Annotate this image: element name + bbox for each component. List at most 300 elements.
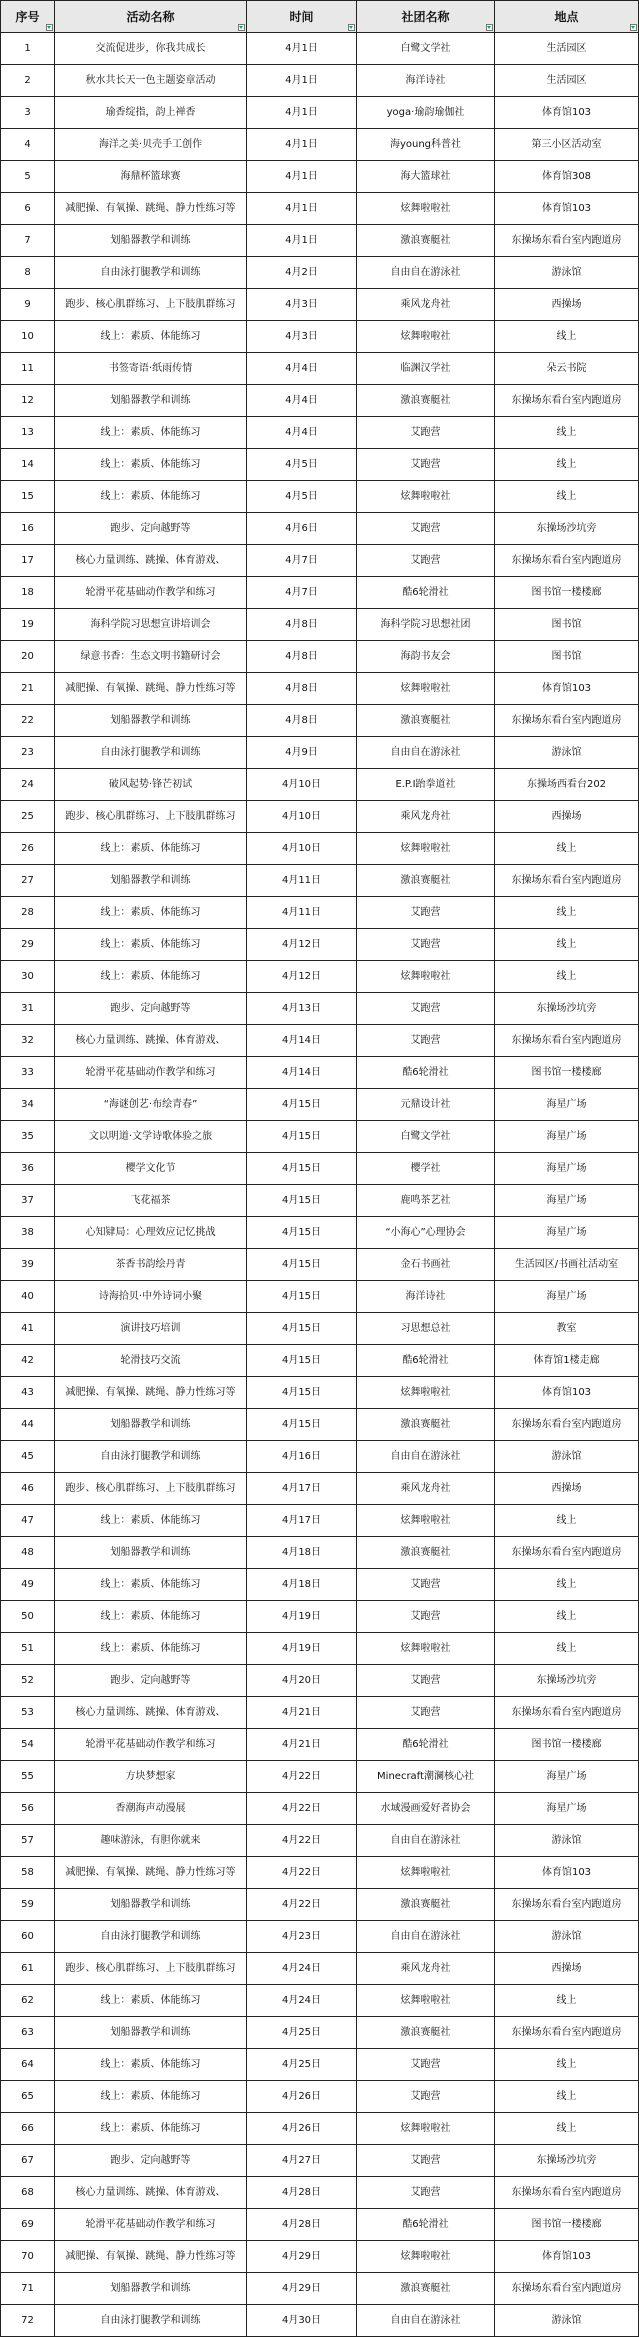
cell-club[interactable]: Minecraft潮澜核心社: [357, 1761, 495, 1793]
cell-index[interactable]: 70: [1, 2241, 55, 2273]
cell-location[interactable]: 游泳馆: [495, 1921, 639, 1953]
cell-time[interactable]: 4月15日: [247, 1249, 357, 1281]
cell-location[interactable]: 图书馆: [495, 609, 639, 641]
cell-index[interactable]: 39: [1, 1249, 55, 1281]
column-header-index[interactable]: [1, 1, 55, 33]
cell-time[interactable]: 4月19日: [247, 1601, 357, 1633]
cell-time[interactable]: 4月15日: [247, 1121, 357, 1153]
cell-time[interactable]: 4月1日: [247, 161, 357, 193]
cell-location[interactable]: 东操场东看台室内跑道房: [495, 1409, 639, 1441]
cell-index[interactable]: 54: [1, 1729, 55, 1761]
cell-index[interactable]: 13: [1, 417, 55, 449]
cell-club[interactable]: 激浪赛艇社: [357, 1889, 495, 1921]
cell-time[interactable]: 4月4日: [247, 385, 357, 417]
cell-activity[interactable]: 线上：素质、体能练习: [55, 961, 247, 993]
cell-club[interactable]: 乘风龙舟社: [357, 289, 495, 321]
cell-time[interactable]: 4月21日: [247, 1697, 357, 1729]
cell-location[interactable]: 东操场东看台室内跑道房: [495, 2177, 639, 2209]
cell-activity[interactable]: 核心力量训练、跳操、体育游戏、: [55, 1025, 247, 1057]
cell-club[interactable]: 乘风龙舟社: [357, 801, 495, 833]
cell-index[interactable]: 55: [1, 1761, 55, 1793]
cell-club[interactable]: 激浪赛艇社: [357, 2273, 495, 2305]
cell-index[interactable]: 20: [1, 641, 55, 673]
cell-index[interactable]: 8: [1, 257, 55, 289]
cell-time[interactable]: 4月25日: [247, 2017, 357, 2049]
cell-index[interactable]: 46: [1, 1473, 55, 1505]
cell-index[interactable]: 9: [1, 289, 55, 321]
cell-index[interactable]: 47: [1, 1505, 55, 1537]
cell-activity[interactable]: 跑步、定向越野等: [55, 1665, 247, 1697]
cell-activity[interactable]: 自由泳打腿教学和训练: [55, 1921, 247, 1953]
cell-activity[interactable]: 跑步、定向越野等: [55, 993, 247, 1025]
cell-time[interactable]: 4月9日: [247, 737, 357, 769]
cell-club[interactable]: 自由自在游泳社: [357, 2305, 495, 2337]
cell-club[interactable]: 酷6轮滑社: [357, 1729, 495, 1761]
cell-time[interactable]: 4月8日: [247, 705, 357, 737]
cell-activity[interactable]: 方块梦想家: [55, 1761, 247, 1793]
cell-location[interactable]: 东操场东看台室内跑道房: [495, 1697, 639, 1729]
cell-club[interactable]: 自由自在游泳社: [357, 1921, 495, 1953]
cell-club[interactable]: 鹿鸣茶艺社: [357, 1185, 495, 1217]
cell-index[interactable]: 3: [1, 97, 55, 129]
cell-time[interactable]: 4月10日: [247, 801, 357, 833]
filter-dropdown-icon[interactable]: [348, 24, 355, 31]
cell-index[interactable]: 65: [1, 2081, 55, 2113]
cell-club[interactable]: 炫舞啦啦社: [357, 1505, 495, 1537]
cell-time[interactable]: 4月15日: [247, 1153, 357, 1185]
cell-activity[interactable]: 线上：素质、体能练习: [55, 1505, 247, 1537]
cell-index[interactable]: 68: [1, 2177, 55, 2209]
cell-club[interactable]: 激浪赛艇社: [357, 2017, 495, 2049]
cell-location[interactable]: 东操场东看台室内跑道房: [495, 865, 639, 897]
cell-index[interactable]: 67: [1, 2145, 55, 2177]
cell-location[interactable]: 体育馆103: [495, 1377, 639, 1409]
cell-location[interactable]: 线上: [495, 481, 639, 513]
cell-time[interactable]: 4月1日: [247, 97, 357, 129]
cell-activity[interactable]: 核心力量训练、跳操、体育游戏、: [55, 1697, 247, 1729]
cell-club[interactable]: 樱学社: [357, 1153, 495, 1185]
cell-time[interactable]: 4月21日: [247, 1729, 357, 1761]
cell-location[interactable]: 体育馆103: [495, 97, 639, 129]
cell-activity[interactable]: 轮滑平花基础动作教学和练习: [55, 1057, 247, 1089]
cell-index[interactable]: 35: [1, 1121, 55, 1153]
cell-index[interactable]: 11: [1, 353, 55, 385]
cell-location[interactable]: 东操场东看台室内跑道房: [495, 2273, 639, 2305]
cell-club[interactable]: 炫舞啦啦社: [357, 1377, 495, 1409]
cell-activity[interactable]: 自由泳打腿教学和训练: [55, 257, 247, 289]
cell-club[interactable]: 炫舞啦啦社: [357, 833, 495, 865]
cell-location[interactable]: 线上: [495, 961, 639, 993]
cell-time[interactable]: 4月22日: [247, 1793, 357, 1825]
cell-activity[interactable]: 线上：素质、体能练习: [55, 2049, 247, 2081]
cell-index[interactable]: 10: [1, 321, 55, 353]
cell-club[interactable]: 艾跑营: [357, 449, 495, 481]
cell-index[interactable]: 37: [1, 1185, 55, 1217]
cell-activity[interactable]: 自由泳打腿教学和训练: [55, 1441, 247, 1473]
cell-activity[interactable]: 线上：素质、体能练习: [55, 2113, 247, 2145]
cell-time[interactable]: 4月3日: [247, 289, 357, 321]
cell-activity[interactable]: 瑜香绽指，韵上禅香: [55, 97, 247, 129]
cell-index[interactable]: 45: [1, 1441, 55, 1473]
cell-index[interactable]: 25: [1, 801, 55, 833]
cell-time[interactable]: 4月12日: [247, 961, 357, 993]
cell-time[interactable]: 4月28日: [247, 2209, 357, 2241]
cell-index[interactable]: 15: [1, 481, 55, 513]
cell-activity[interactable]: 自由泳打腿教学和训练: [55, 737, 247, 769]
cell-time[interactable]: 4月14日: [247, 1025, 357, 1057]
cell-location[interactable]: 游泳馆: [495, 1441, 639, 1473]
cell-club[interactable]: 艾跑营: [357, 993, 495, 1025]
cell-club[interactable]: 激浪赛艇社: [357, 225, 495, 257]
cell-club[interactable]: 艾跑营: [357, 897, 495, 929]
cell-activity[interactable]: 跑步、核心肌群练习、上下肢肌群练习: [55, 1473, 247, 1505]
cell-location[interactable]: 线上: [495, 449, 639, 481]
cell-time[interactable]: 4月15日: [247, 1089, 357, 1121]
cell-activity[interactable]: 线上：素质、体能练习: [55, 449, 247, 481]
cell-time[interactable]: 4月10日: [247, 833, 357, 865]
cell-club[interactable]: 海洋诗社: [357, 65, 495, 97]
cell-index[interactable]: 69: [1, 2209, 55, 2241]
cell-activity[interactable]: 线上：素质、体能练习: [55, 929, 247, 961]
cell-club[interactable]: 激浪赛艇社: [357, 385, 495, 417]
cell-index[interactable]: 62: [1, 1985, 55, 2017]
cell-time[interactable]: 4月22日: [247, 1889, 357, 1921]
cell-index[interactable]: 61: [1, 1953, 55, 1985]
cell-location[interactable]: 教室: [495, 1313, 639, 1345]
cell-time[interactable]: 4月30日: [247, 2305, 357, 2337]
cell-club[interactable]: 水域漫画爱好者协会: [357, 1793, 495, 1825]
cell-index[interactable]: 18: [1, 577, 55, 609]
cell-activity[interactable]: 海洋之美·贝壳手工创作: [55, 129, 247, 161]
cell-index[interactable]: 63: [1, 2017, 55, 2049]
cell-activity[interactable]: 飞花福茶: [55, 1185, 247, 1217]
cell-location[interactable]: 东操场沙坑旁: [495, 993, 639, 1025]
cell-time[interactable]: 4月28日: [247, 2177, 357, 2209]
cell-index[interactable]: 1: [1, 33, 55, 65]
cell-activity[interactable]: 香潮海声动漫展: [55, 1793, 247, 1825]
cell-time[interactable]: 4月8日: [247, 641, 357, 673]
cell-time[interactable]: 4月24日: [247, 1953, 357, 1985]
cell-time[interactable]: 4月13日: [247, 993, 357, 1025]
cell-club[interactable]: 乘风龙舟社: [357, 1953, 495, 1985]
cell-location[interactable]: 海星广场: [495, 1281, 639, 1313]
cell-time[interactable]: 4月4日: [247, 417, 357, 449]
cell-activity[interactable]: 线上：素质、体能练习: [55, 1601, 247, 1633]
cell-activity[interactable]: 跑步、定向越野等: [55, 513, 247, 545]
cell-club[interactable]: 酷6轮滑社: [357, 1057, 495, 1089]
cell-activity[interactable]: 心知肄局：心理效应记忆挑战: [55, 1217, 247, 1249]
cell-club[interactable]: 海科学院习思想社团: [357, 609, 495, 641]
cell-club[interactable]: 自由自在游泳社: [357, 257, 495, 289]
cell-index[interactable]: 48: [1, 1537, 55, 1569]
cell-activity[interactable]: 线上：素质、体能练习: [55, 1985, 247, 2017]
cell-time[interactable]: 4月7日: [247, 545, 357, 577]
cell-location[interactable]: 东操场东看台室内跑道房: [495, 545, 639, 577]
cell-club[interactable]: 艾跑营: [357, 2177, 495, 2209]
cell-location[interactable]: 体育馆103: [495, 673, 639, 705]
cell-club[interactable]: 白鹭文学社: [357, 1121, 495, 1153]
cell-activity[interactable]: “海谜创艺·布绘青春”: [55, 1089, 247, 1121]
cell-index[interactable]: 16: [1, 513, 55, 545]
cell-time[interactable]: 4月7日: [247, 577, 357, 609]
cell-location[interactable]: 东操场东看台室内跑道房: [495, 225, 639, 257]
cell-index[interactable]: 71: [1, 2273, 55, 2305]
cell-club[interactable]: 自由自在游泳社: [357, 1825, 495, 1857]
cell-activity[interactable]: 减肥操、有氧操、跳绳、静力性练习等: [55, 193, 247, 225]
cell-club[interactable]: 激浪赛艇社: [357, 865, 495, 897]
cell-location[interactable]: 第三小区活动室: [495, 129, 639, 161]
cell-index[interactable]: 44: [1, 1409, 55, 1441]
cell-index[interactable]: 26: [1, 833, 55, 865]
cell-activity[interactable]: 破风起势·锋芒初试: [55, 769, 247, 801]
cell-location[interactable]: 东操场东看台室内跑道房: [495, 1025, 639, 1057]
cell-club[interactable]: 艾跑营: [357, 929, 495, 961]
cell-location[interactable]: 东操场东看台室内跑道房: [495, 1889, 639, 1921]
cell-index[interactable]: 28: [1, 897, 55, 929]
filter-dropdown-icon[interactable]: [238, 24, 245, 31]
cell-time[interactable]: 4月22日: [247, 1761, 357, 1793]
cell-time[interactable]: 4月20日: [247, 1665, 357, 1697]
cell-time[interactable]: 4月15日: [247, 1217, 357, 1249]
cell-location[interactable]: 东操场沙坑旁: [495, 1665, 639, 1697]
cell-location[interactable]: 线上: [495, 2113, 639, 2145]
cell-time[interactable]: 4月15日: [247, 1281, 357, 1313]
cell-club[interactable]: 艾跑营: [357, 1601, 495, 1633]
cell-club[interactable]: 炫舞啦啦社: [357, 193, 495, 225]
cell-club[interactable]: “小海心”心理协会: [357, 1217, 495, 1249]
cell-activity[interactable]: 线上：素质、体能练习: [55, 1569, 247, 1601]
cell-time[interactable]: 4月10日: [247, 769, 357, 801]
cell-time[interactable]: 4月23日: [247, 1921, 357, 1953]
cell-activity[interactable]: 轮滑平花基础动作教学和练习: [55, 577, 247, 609]
cell-index[interactable]: 42: [1, 1345, 55, 1377]
cell-time[interactable]: 4月15日: [247, 1377, 357, 1409]
cell-location[interactable]: 海星广场: [495, 1793, 639, 1825]
cell-activity[interactable]: 线上：素质、体能练习: [55, 833, 247, 865]
cell-activity[interactable]: 划船器教学和训练: [55, 865, 247, 897]
cell-time[interactable]: 4月8日: [247, 673, 357, 705]
cell-club[interactable]: 炫舞啦啦社: [357, 1633, 495, 1665]
cell-location[interactable]: 线上: [495, 1505, 639, 1537]
cell-location[interactable]: 东操场东看台室内跑道房: [495, 385, 639, 417]
cell-time[interactable]: 4月19日: [247, 1633, 357, 1665]
column-header-club[interactable]: [357, 1, 495, 33]
cell-index[interactable]: 66: [1, 2113, 55, 2145]
cell-location[interactable]: 海星广场: [495, 1121, 639, 1153]
cell-index[interactable]: 72: [1, 2305, 55, 2337]
cell-activity[interactable]: 跑步、核心肌群练习、上下肢肌群练习: [55, 801, 247, 833]
cell-index[interactable]: 51: [1, 1633, 55, 1665]
cell-location[interactable]: 生活园区: [495, 65, 639, 97]
cell-index[interactable]: 40: [1, 1281, 55, 1313]
cell-time[interactable]: 4月26日: [247, 2081, 357, 2113]
cell-activity[interactable]: 划船器教学和训练: [55, 225, 247, 257]
cell-time[interactable]: 4月17日: [247, 1505, 357, 1537]
cell-activity[interactable]: 自由泳打腿教学和训练: [55, 2305, 247, 2337]
cell-activity[interactable]: 趣味游泳，有胆你就来: [55, 1825, 247, 1857]
cell-location[interactable]: 线上: [495, 321, 639, 353]
cell-time[interactable]: 4月15日: [247, 1345, 357, 1377]
cell-activity[interactable]: 诗海拾贝·中外诗词小聚: [55, 1281, 247, 1313]
cell-activity[interactable]: 跑步、核心肌群练习、上下肢肌群练习: [55, 289, 247, 321]
cell-location[interactable]: 西操场: [495, 1953, 639, 1985]
cell-time[interactable]: 4月26日: [247, 2113, 357, 2145]
cell-club[interactable]: 艾跑营: [357, 2081, 495, 2113]
cell-club[interactable]: 艾跑营: [357, 1569, 495, 1601]
cell-location[interactable]: 西操场: [495, 801, 639, 833]
cell-club[interactable]: 酷6轮滑社: [357, 1345, 495, 1377]
cell-location[interactable]: 线上: [495, 1633, 639, 1665]
cell-index[interactable]: 27: [1, 865, 55, 897]
cell-time[interactable]: 4月15日: [247, 1185, 357, 1217]
cell-activity[interactable]: 绿意书香：生态文明书籍研讨会: [55, 641, 247, 673]
cell-activity[interactable]: 线上：素质、体能练习: [55, 1633, 247, 1665]
cell-location[interactable]: 生活园区: [495, 33, 639, 65]
cell-activity[interactable]: 划船器教学和训练: [55, 1537, 247, 1569]
cell-club[interactable]: 艾跑营: [357, 417, 495, 449]
cell-location[interactable]: 朵云书院: [495, 353, 639, 385]
cell-location[interactable]: 海星广场: [495, 1185, 639, 1217]
cell-location[interactable]: 图书馆: [495, 641, 639, 673]
cell-club[interactable]: 自由自在游泳社: [357, 1441, 495, 1473]
cell-time[interactable]: 4月14日: [247, 1057, 357, 1089]
cell-activity[interactable]: 线上：素质、体能练习: [55, 2081, 247, 2113]
cell-index[interactable]: 56: [1, 1793, 55, 1825]
cell-time[interactable]: 4月2日: [247, 257, 357, 289]
cell-club[interactable]: 炫舞啦啦社: [357, 673, 495, 705]
cell-location[interactable]: 图书馆一楼楼廊: [495, 2209, 639, 2241]
cell-activity[interactable]: 演讲技巧培训: [55, 1313, 247, 1345]
cell-index[interactable]: 36: [1, 1153, 55, 1185]
cell-index[interactable]: 43: [1, 1377, 55, 1409]
cell-index[interactable]: 29: [1, 929, 55, 961]
cell-activity[interactable]: 划船器教学和训练: [55, 1889, 247, 1921]
cell-time[interactable]: 4月4日: [247, 353, 357, 385]
cell-location[interactable]: 海星广场: [495, 1089, 639, 1121]
cell-activity[interactable]: 划船器教学和训练: [55, 2017, 247, 2049]
cell-time[interactable]: 4月29日: [247, 2273, 357, 2305]
cell-club[interactable]: 艾跑营: [357, 2145, 495, 2177]
cell-index[interactable]: 53: [1, 1697, 55, 1729]
cell-activity[interactable]: 交流促进步，你我共成长: [55, 33, 247, 65]
cell-index[interactable]: 57: [1, 1825, 55, 1857]
cell-location[interactable]: 西操场: [495, 289, 639, 321]
cell-location[interactable]: 东操场沙坑旁: [495, 513, 639, 545]
cell-activity[interactable]: 核心力量训练、跳操、体育游戏、: [55, 545, 247, 577]
cell-index[interactable]: 6: [1, 193, 55, 225]
cell-index[interactable]: 64: [1, 2049, 55, 2081]
cell-club[interactable]: 激浪赛艇社: [357, 1537, 495, 1569]
cell-activity[interactable]: 减肥操、有氧操、跳绳、静力性练习等: [55, 2241, 247, 2273]
cell-location[interactable]: 西操场: [495, 1473, 639, 1505]
cell-index[interactable]: 17: [1, 545, 55, 577]
column-header-activity[interactable]: [55, 1, 247, 33]
cell-location[interactable]: 生活园区/书画社活动室: [495, 1249, 639, 1281]
cell-club[interactable]: 艾跑营: [357, 513, 495, 545]
cell-index[interactable]: 58: [1, 1857, 55, 1889]
cell-activity[interactable]: 茶香书韵绘丹青: [55, 1249, 247, 1281]
cell-activity[interactable]: 划船器教学和训练: [55, 385, 247, 417]
cell-activity[interactable]: 跑步、定向越野等: [55, 2145, 247, 2177]
cell-index[interactable]: 4: [1, 129, 55, 161]
cell-club[interactable]: 激浪赛艇社: [357, 1409, 495, 1441]
cell-index[interactable]: 21: [1, 673, 55, 705]
cell-activity[interactable]: 文以明道·文学诗歌体验之旅: [55, 1121, 247, 1153]
cell-activity[interactable]: 海科学院习思想宣讲培训会: [55, 609, 247, 641]
cell-time[interactable]: 4月24日: [247, 1985, 357, 2017]
cell-index[interactable]: 14: [1, 449, 55, 481]
cell-activity[interactable]: 划船器教学和训练: [55, 2273, 247, 2305]
cell-activity[interactable]: 海鼎杯篮球赛: [55, 161, 247, 193]
cell-index[interactable]: 41: [1, 1313, 55, 1345]
cell-activity[interactable]: 线上：素质、体能练习: [55, 417, 247, 449]
cell-time[interactable]: 4月6日: [247, 513, 357, 545]
cell-location[interactable]: 海星广场: [495, 1217, 639, 1249]
cell-activity[interactable]: 核心力量训练、跳操、体育游戏、: [55, 2177, 247, 2209]
cell-activity[interactable]: 轮滑平花基础动作教学和练习: [55, 1729, 247, 1761]
cell-club[interactable]: 炫舞啦啦社: [357, 481, 495, 513]
cell-location[interactable]: 线上: [495, 929, 639, 961]
cell-location[interactable]: 线上: [495, 417, 639, 449]
cell-index[interactable]: 19: [1, 609, 55, 641]
cell-club[interactable]: 酷6轮滑社: [357, 577, 495, 609]
cell-club[interactable]: 炫舞啦啦社: [357, 321, 495, 353]
cell-club[interactable]: 金石书画社: [357, 1249, 495, 1281]
cell-club[interactable]: 艾跑营: [357, 545, 495, 577]
cell-club[interactable]: 艾跑营: [357, 1665, 495, 1697]
cell-location[interactable]: 游泳馆: [495, 737, 639, 769]
cell-location[interactable]: 图书馆一楼楼廊: [495, 577, 639, 609]
cell-time[interactable]: 4月17日: [247, 1473, 357, 1505]
cell-club[interactable]: yoga·瑜韵瑜伽社: [357, 97, 495, 129]
cell-time[interactable]: 4月1日: [247, 129, 357, 161]
cell-location[interactable]: 体育馆103: [495, 1857, 639, 1889]
cell-location[interactable]: 线上: [495, 2081, 639, 2113]
cell-time[interactable]: 4月15日: [247, 1313, 357, 1345]
cell-index[interactable]: 5: [1, 161, 55, 193]
cell-time[interactable]: 4月1日: [247, 33, 357, 65]
cell-club[interactable]: 艾跑营: [357, 1025, 495, 1057]
cell-index[interactable]: 38: [1, 1217, 55, 1249]
cell-time[interactable]: 4月8日: [247, 609, 357, 641]
cell-index[interactable]: 2: [1, 65, 55, 97]
cell-index[interactable]: 33: [1, 1057, 55, 1089]
cell-club[interactable]: 海大篮球社: [357, 161, 495, 193]
cell-activity[interactable]: 划船器教学和训练: [55, 705, 247, 737]
cell-time[interactable]: 4月5日: [247, 481, 357, 513]
cell-time[interactable]: 4月11日: [247, 897, 357, 929]
cell-index[interactable]: 32: [1, 1025, 55, 1057]
cell-club[interactable]: 自由自在游泳社: [357, 737, 495, 769]
cell-activity[interactable]: 跑步、核心肌群练习、上下肢肌群练习: [55, 1953, 247, 1985]
cell-location[interactable]: 线上: [495, 1985, 639, 2017]
cell-location[interactable]: 线上: [495, 2049, 639, 2081]
cell-location[interactable]: 图书馆一楼楼廊: [495, 1057, 639, 1089]
cell-activity[interactable]: 轮滑平花基础动作教学和练习: [55, 2209, 247, 2241]
cell-time[interactable]: 4月1日: [247, 225, 357, 257]
cell-location[interactable]: 东操场东看台室内跑道房: [495, 1537, 639, 1569]
cell-time[interactable]: 4月1日: [247, 65, 357, 97]
cell-index[interactable]: 52: [1, 1665, 55, 1697]
cell-location[interactable]: 体育馆308: [495, 161, 639, 193]
cell-location[interactable]: 海星广场: [495, 1153, 639, 1185]
cell-time[interactable]: 4月25日: [247, 2049, 357, 2081]
cell-index[interactable]: 34: [1, 1089, 55, 1121]
cell-location[interactable]: 线上: [495, 897, 639, 929]
cell-activity[interactable]: 线上：素质、体能练习: [55, 897, 247, 929]
cell-index[interactable]: 59: [1, 1889, 55, 1921]
cell-time[interactable]: 4月3日: [247, 321, 357, 353]
